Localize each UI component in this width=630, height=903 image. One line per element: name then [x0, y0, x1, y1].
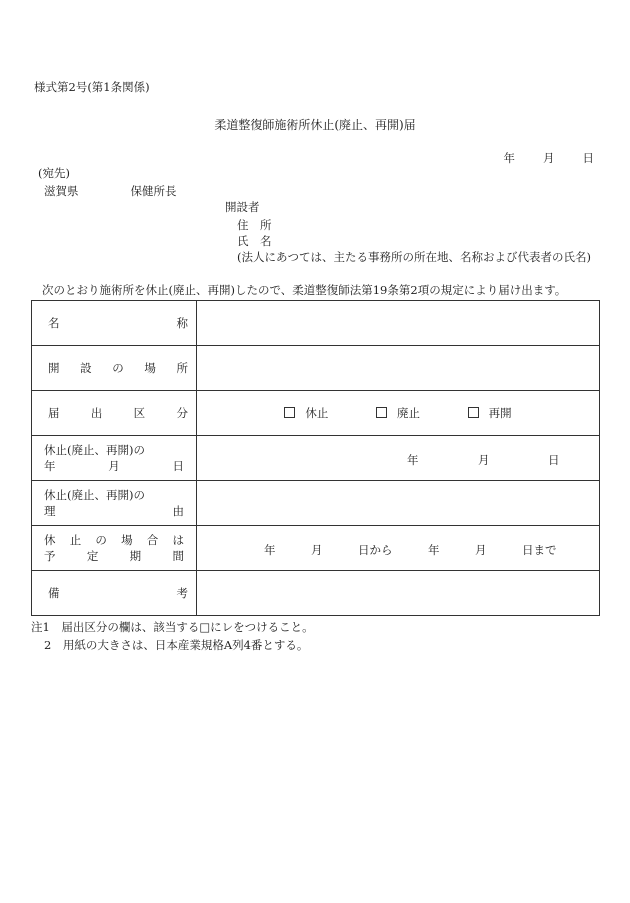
checkbox-icon[interactable]	[284, 407, 295, 418]
document-title: 柔道整復師施術所休止(廃止、再開)届	[214, 118, 416, 132]
table-row	[32, 346, 600, 391]
option-abolish[interactable]: 廃止	[376, 405, 420, 421]
date-month: 月	[543, 151, 555, 165]
checkbox-icon[interactable]	[468, 407, 479, 418]
note-2: 2 用紙の大きさは、日本産業規格A列4番とする。	[44, 638, 309, 652]
type-options	[197, 391, 600, 436]
date-day: 日	[582, 151, 594, 165]
table-row	[32, 391, 600, 436]
option-suspend[interactable]: 休止	[284, 405, 328, 421]
name-field[interactable]	[197, 301, 600, 346]
addressee-office: 保健所長	[130, 184, 177, 198]
note-1: 注1 届出区分の欄は、該当する□にレをつけること。	[31, 620, 314, 634]
date-field[interactable]: 年 月 日	[197, 436, 600, 481]
addressee	[44, 184, 177, 198]
remarks-field[interactable]	[197, 571, 600, 616]
table-row	[32, 526, 600, 571]
location-field[interactable]	[197, 346, 600, 391]
location-row-label: 開 設 の 場 所	[32, 346, 197, 391]
date-year: 年	[503, 151, 515, 165]
reason-row-label: 休止(廃止、再開)の 理 由	[32, 481, 197, 526]
period-row-label: 休 止 の 場 合 は 予 定 期 間	[32, 526, 197, 571]
table-row	[32, 301, 600, 346]
opener-label: 開設者	[225, 200, 260, 214]
table-row	[32, 481, 600, 526]
corporation-note: (法人にあつては、主たる事務所の所在地、名称および代表者の氏名)	[237, 250, 591, 264]
remarks-row-label: 備 考	[32, 571, 197, 616]
notification-table	[31, 300, 600, 616]
reason-field[interactable]	[197, 481, 600, 526]
intro-text: 次のとおり施術所を休止(廃止、再開)したので、柔道整復師法第19条第2項の規定により届け出ます。	[42, 283, 567, 297]
date-row-label: 休止(廃止、再開)の 年 月 日	[32, 436, 197, 481]
type-row-label: 届 出 区 分	[32, 391, 197, 436]
name-label: 氏 名	[237, 234, 272, 248]
period-field[interactable]: 年 月 日から 年 月 日まで	[197, 526, 600, 571]
submission-date	[504, 151, 595, 165]
checkbox-icon[interactable]	[376, 407, 387, 418]
table-row	[32, 436, 600, 481]
table-row	[32, 571, 600, 616]
form-number: 様式第2号(第1条関係)	[34, 80, 150, 94]
address-label: 住 所	[237, 218, 272, 232]
addressee-prefecture: 滋賀県	[44, 184, 79, 198]
addressee-label: (宛先)	[38, 166, 70, 180]
option-reopen[interactable]: 再開	[468, 405, 512, 421]
name-row-label: 名 称	[32, 301, 197, 346]
